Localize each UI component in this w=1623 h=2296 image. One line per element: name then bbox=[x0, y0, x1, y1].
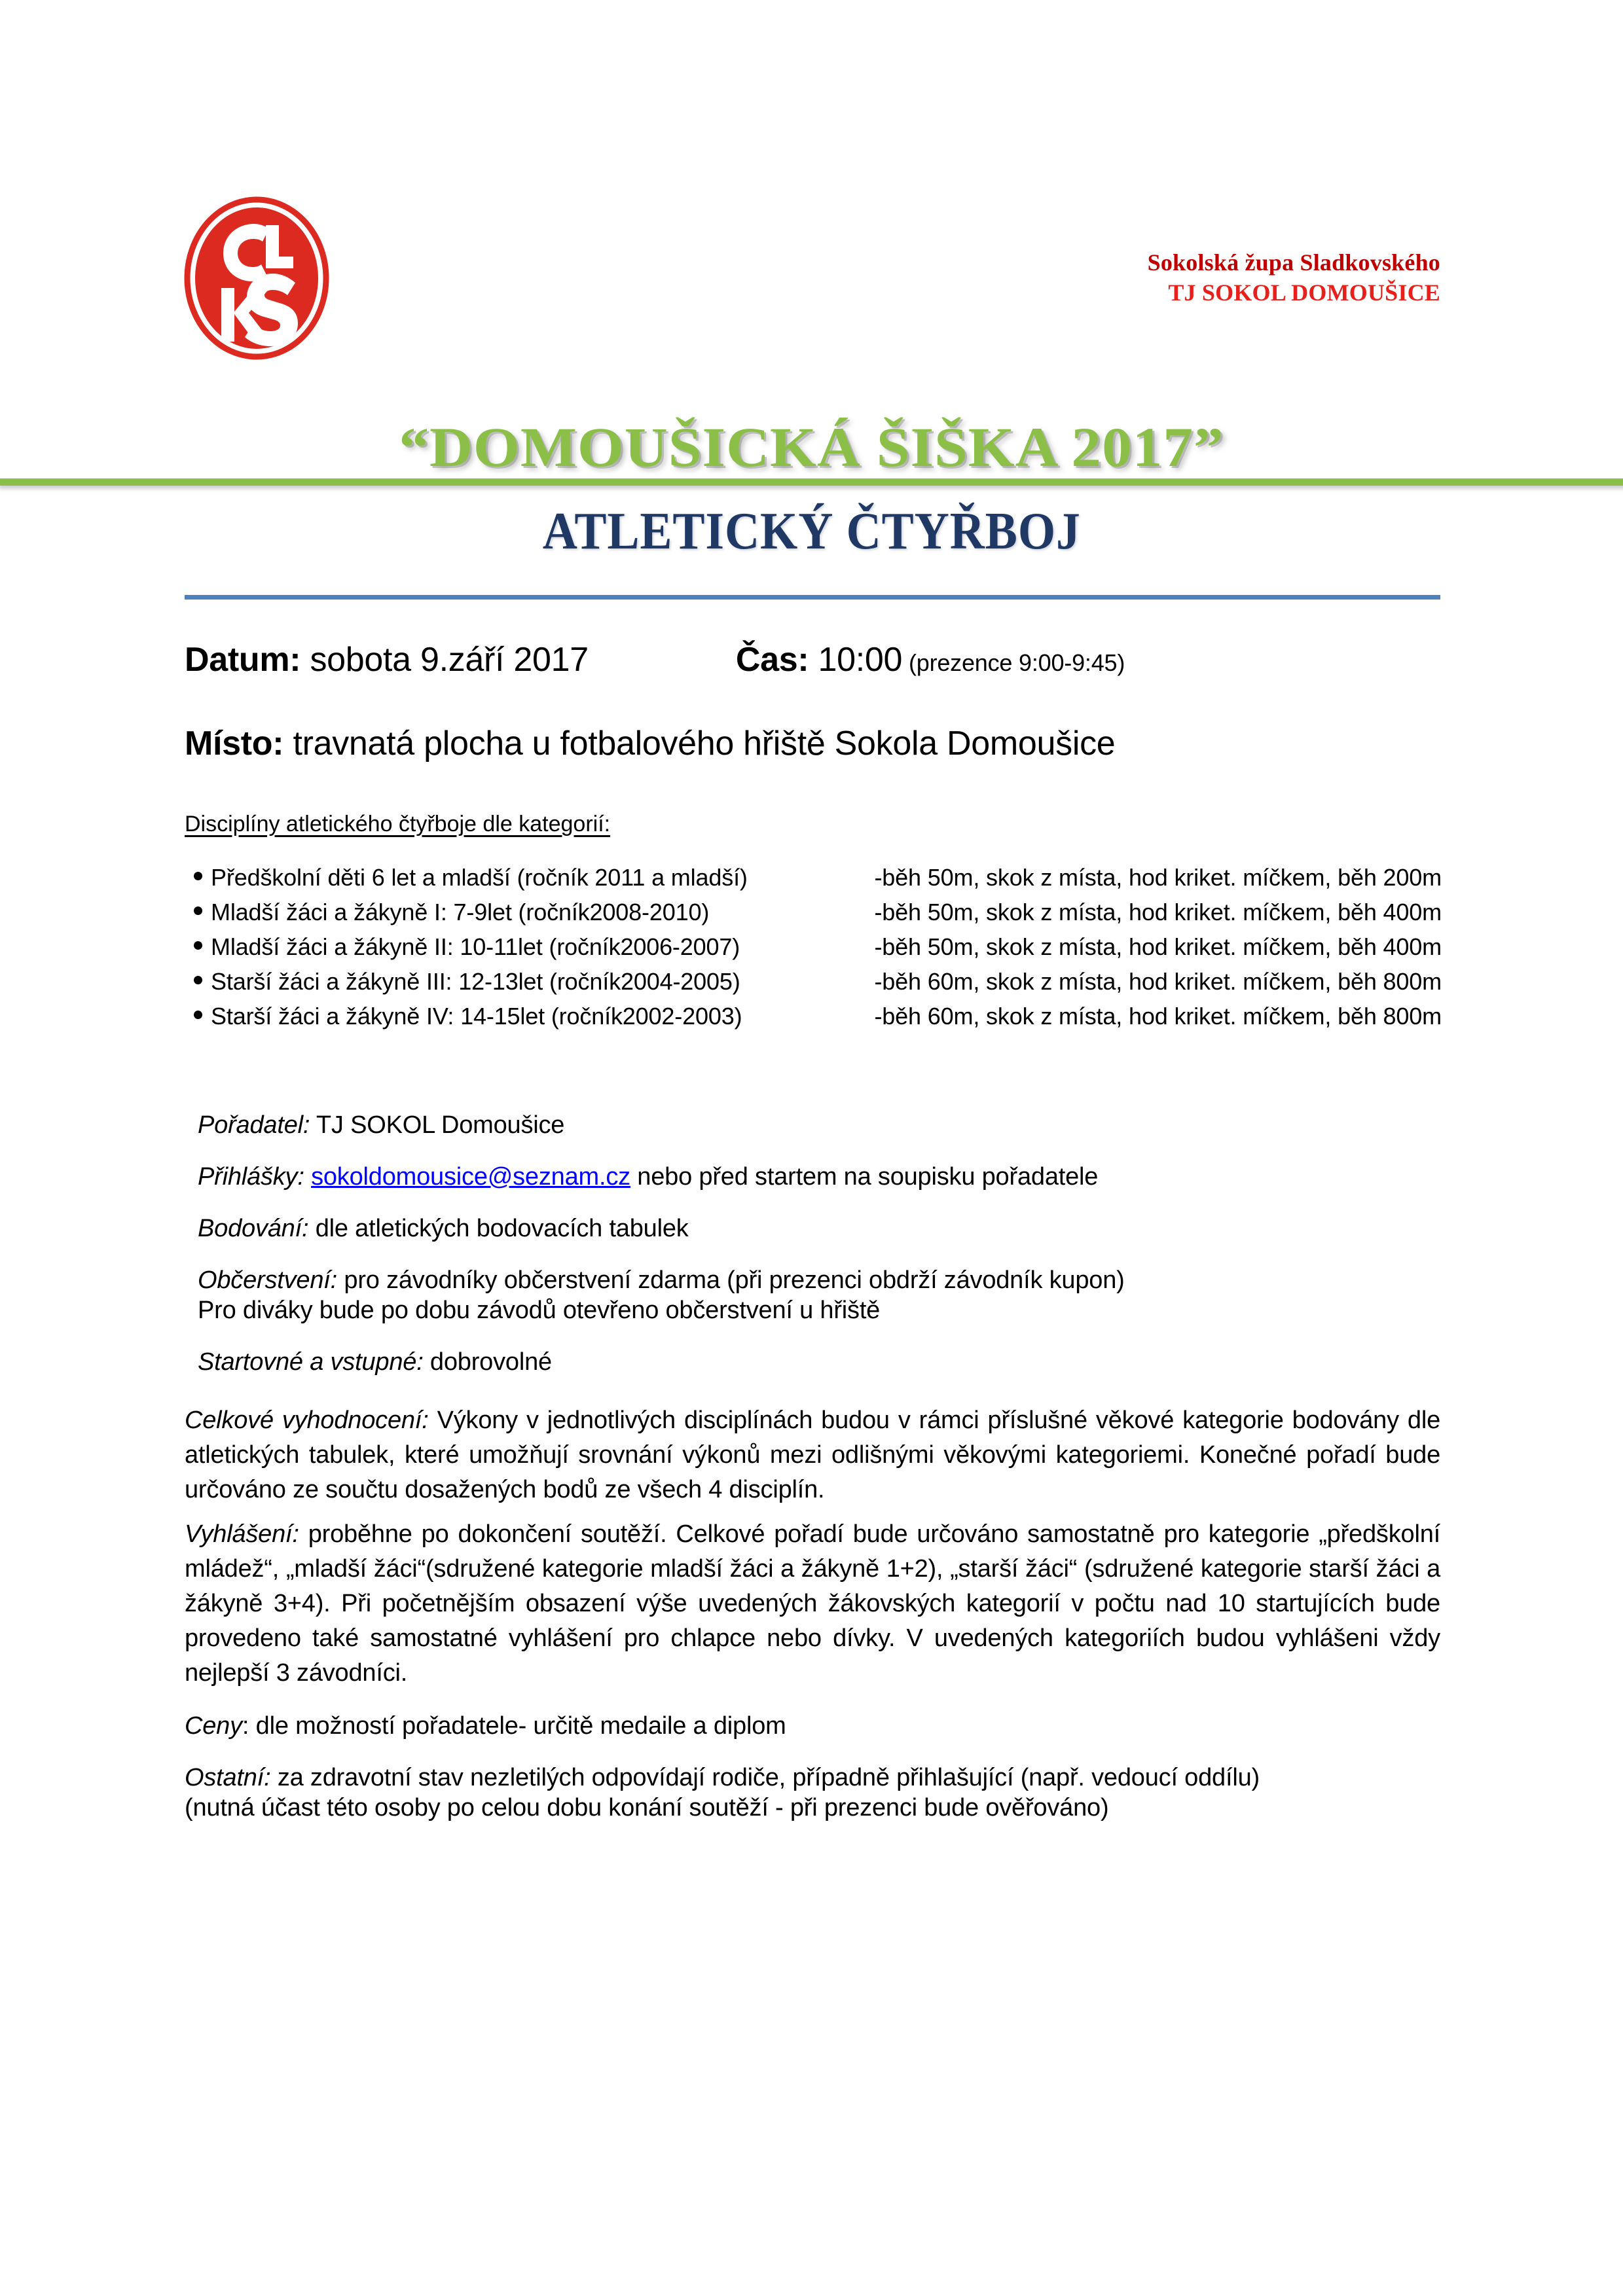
event-subtitle: ATLETICKÝ ČTYŘBOJ bbox=[542, 503, 1081, 560]
scoring-line bbox=[198, 1216, 1440, 1241]
announcement-label: Vyhlášení: bbox=[185, 1520, 299, 1548]
disciplines-heading: Disciplíny atletického čtyřboje dle kategorií: bbox=[185, 812, 611, 836]
registration-line bbox=[198, 1164, 1440, 1189]
refreshments-label: Občerstvení: bbox=[198, 1266, 338, 1294]
title-underline-bar bbox=[0, 478, 1623, 486]
bullet-icon bbox=[194, 976, 202, 984]
sokol-logo bbox=[183, 196, 331, 360]
entry-fee-label: Startovné a vstupné: bbox=[198, 1348, 424, 1376]
time-label: Čas: bbox=[735, 641, 809, 679]
place-value: travnatá plocha u fotbalového hřiště Sokola Domoušice bbox=[293, 725, 1116, 762]
list-item bbox=[185, 968, 1442, 1003]
refreshments-line bbox=[198, 1268, 1440, 1293]
bullet-icon bbox=[194, 906, 202, 915]
registration-rest: nebo před startem na soupisku pořadatele bbox=[630, 1163, 1099, 1191]
disciplines-list bbox=[185, 864, 1442, 1037]
category-label: Předškolní děti 6 let a mladší (ročník 2011 a mladší) bbox=[211, 864, 748, 891]
overall-evaluation-label: Celkové vyhodnocení: bbox=[185, 1407, 429, 1434]
category-events: -běh 50m, skok z místa, hod kriket. míčkem, běh 200m bbox=[874, 864, 1442, 891]
list-item bbox=[185, 1003, 1442, 1037]
category-events: -běh 50m, skok z místa, hod kriket. míčkem, běh 400m bbox=[874, 933, 1442, 960]
registration-label: Přihlášky: bbox=[198, 1163, 304, 1191]
other-label: Ostatní: bbox=[185, 1763, 271, 1791]
document-header bbox=[183, 196, 1440, 347]
organization-block bbox=[1148, 247, 1440, 308]
date-time-row bbox=[185, 640, 1442, 679]
other-line bbox=[185, 1765, 1440, 1790]
registration-note: (prezence 9:00-9:45) bbox=[908, 649, 1125, 676]
scoring-value: dle atletických bodovacích tabulek bbox=[308, 1215, 689, 1242]
header-divider bbox=[185, 595, 1440, 600]
list-item bbox=[185, 864, 1442, 899]
refreshments-value: pro závodníky občerstvení zdarma (při prezenci obdrží závodník kupon) bbox=[337, 1266, 1125, 1294]
organizer-value: TJ SOKOL Domoušice bbox=[310, 1111, 565, 1139]
announcement-paragraph bbox=[185, 1517, 1440, 1691]
date-value: sobota 9.září 2017 bbox=[310, 641, 589, 679]
organization-club: TJ SOKOL DOMOUŠICE bbox=[1168, 279, 1440, 306]
place-label: Místo: bbox=[185, 725, 284, 762]
category-label: Starší žáci a žákyně III: 12-13let (ročník2004-2005) bbox=[211, 968, 740, 995]
category-label: Mladší žáci a žákyně I: 7-9let (ročník2008-2010) bbox=[211, 899, 710, 925]
organizer-label: Pořadatel: bbox=[198, 1111, 310, 1139]
prizes-value: : dle možností pořadatele- určitě medaile a diplom bbox=[242, 1712, 786, 1740]
refreshments-spectators-line: Pro diváky bude po dobu závodů otevřeno občerstvení u hřiště bbox=[198, 1297, 881, 1324]
entry-fee-value: dobrovolné bbox=[423, 1348, 552, 1376]
registration-email-link[interactable]: sokoldomousice@seznam.cz bbox=[311, 1163, 630, 1191]
event-subtitle-wrap bbox=[0, 504, 1623, 559]
entry-fee-line bbox=[198, 1350, 1440, 1374]
organizer-line bbox=[198, 1113, 1440, 1138]
bullet-icon bbox=[194, 941, 202, 950]
other-value: za zdravotní stav nezletilých odpovídají rodiče, případně přihlašující (např. vedoucí oddílu) bbox=[270, 1763, 1260, 1791]
date-label: Datum: bbox=[185, 641, 301, 679]
time-value: 10:00 bbox=[818, 641, 903, 679]
event-title-wrap bbox=[0, 416, 1623, 478]
overall-evaluation-value: Výkony v jednotlivých disciplínách budou v rámci příslušné věkové kategorie bodovány dle atletických tabulek, které umožňují srovnání výkonů mezi odlišnými věkovými kategoriemi. Konečné pořadí bude určováno ze součtu dosažených bodů ze všech 4 disciplín. bbox=[185, 1407, 1441, 1504]
scoring-label: Bodování: bbox=[198, 1215, 309, 1242]
organization-district: Sokolská župa Sladkovského bbox=[1147, 249, 1440, 276]
category-events: -běh 60m, skok z místa, hod kriket. míčkem, běh 800m bbox=[874, 968, 1442, 995]
category-events: -běh 60m, skok z místa, hod kriket. míčkem, běh 800m bbox=[874, 1003, 1442, 1030]
announcement-value: proběhne po dokončení soutěží. Celkové pořadí bude určováno samostatně pro kategorie „předškolní mládež“, „mladší žáci“(sdružené kategorie mladší žáci a žákyně 1+2), „starší žáci“ (sdružené kategorie starší žáci a žákyně 3+4). Při početnějším obsazení výše uvedených žákovských kategorií v počtu nad 10 startujících bude provedeno také samostatné vyhlášení pro chlapce nebo dívky. V uvedených kategoriích budou vyhlášeni vždy nejlepší 3 závodníci. bbox=[185, 1520, 1440, 1687]
other-line-2: (nutná účast této osoby po celou dobu konání soutěží - při prezenci bude ověřováno) bbox=[185, 1793, 1109, 1821]
prizes-line bbox=[185, 1713, 1440, 1738]
details-section bbox=[185, 1113, 1440, 1847]
overall-evaluation-paragraph bbox=[185, 1403, 1440, 1508]
bullet-icon bbox=[194, 1011, 202, 1019]
category-label: Mladší žáci a žákyně II: 10-11let (ročník2006-2007) bbox=[211, 933, 740, 960]
list-item bbox=[185, 899, 1442, 933]
bullet-icon bbox=[194, 872, 202, 880]
place-row bbox=[185, 724, 1442, 763]
event-title: “DOMOUŠICKÁ ŠIŠKA 2017” bbox=[399, 416, 1224, 478]
list-item bbox=[185, 933, 1442, 968]
prizes-label: Ceny bbox=[185, 1712, 242, 1740]
category-label: Starší žáci a žákyně IV: 14-15let (ročník2002-2003) bbox=[211, 1003, 742, 1030]
category-events: -běh 50m, skok z místa, hod kriket. míčkem, běh 400m bbox=[874, 899, 1442, 925]
